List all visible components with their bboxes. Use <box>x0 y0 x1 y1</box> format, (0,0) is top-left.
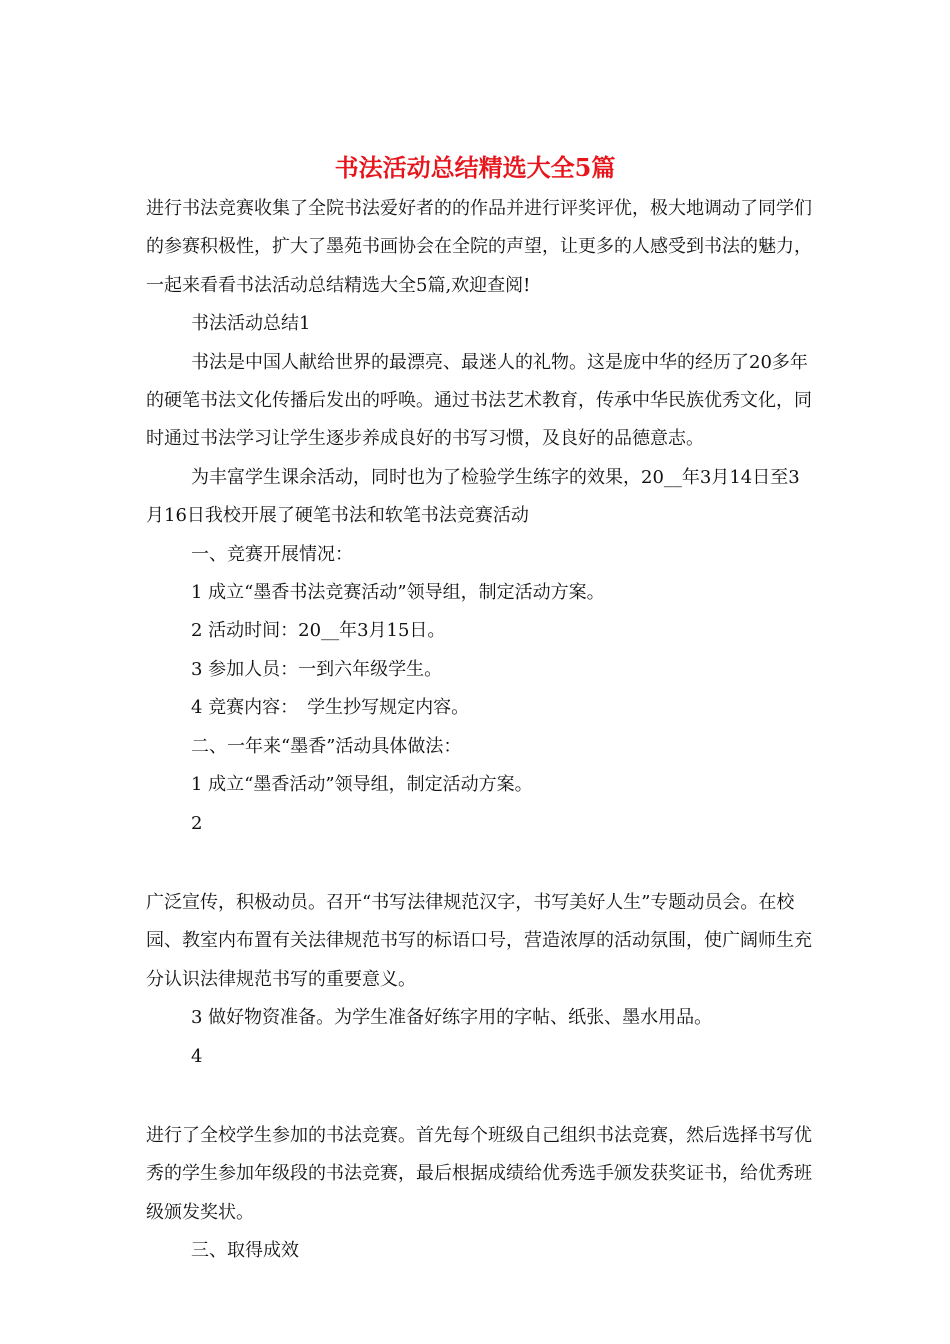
heading-3: 三、取得成效 <box>191 1240 299 1262</box>
list-item: 2 活动时间：20__年3月15日。 <box>191 620 446 642</box>
list-item-text: 广泛宣传，积极动员。召开“书写法律规范汉字，书写美好人生”专题动员会。在校园、教室内布置有关法律规范书写的标语口号，营造浓厚的活动氛围，使广阔师生充分认识法律规范书写的重要意义。 <box>146 891 812 990</box>
list-item-text: 进行了全校学生参加的书法竞赛。首先每个班级自己组织书法竞赛，然后选择书写优秀的学生参加年级段的书法竞赛，最后根据成绩给优秀选手颁发获奖证书，给优秀班级颁发奖状。 <box>146 1124 812 1223</box>
intro-paragraph: 进行书法竞赛收集了全院书法爱好者的的作品并进行评奖评优，极大地调动了同学们的参赛积极性，扩大了墨苑书画协会在全院的声望，让更多的人感受到书法的魅力，一起来看看书法活动总结精选大全5篇,欢迎查阅! <box>146 198 812 296</box>
list-item: 3 参加人员：一到六年级学生。 <box>191 658 443 680</box>
list-item-number: 4 <box>191 1045 203 1067</box>
list-item: 3 做好物资准备。为学生准备好练字用的字帖、纸张、墨水用品。 <box>191 1007 713 1029</box>
heading-1: 一、竞赛开展情况： <box>191 543 353 565</box>
list-item-number: 2 <box>191 812 203 834</box>
document-body <box>146 190 816 1271</box>
list-item: 1 成立“墨香书法竞赛活动”领导组，制定活动方案。 <box>191 582 605 604</box>
document-title: 书法活动总结精选大全5篇 <box>334 153 616 182</box>
paragraph-1: 书法是中国人献给世界的最漂亮、最迷人的礼物。这是庞中华的经历了20多年的硬笔书法文化传播后发出的呼唤。通过书法艺术教育，传承中华民族优秀文化，同时通过书法学习让学生逐步养成良好的书写习惯，及良好的品德意志。 <box>146 351 812 450</box>
heading-2: 二、一年来“墨香”活动具体做法： <box>191 735 462 757</box>
spacer <box>146 843 816 884</box>
list-item: 4 竞赛内容： 学生抄写规定内容。 <box>191 697 470 719</box>
paragraph-2: 为丰富学生课余活动，同时也为了检验学生练字的效果，20__年3月14日至3月16日我校开展了硬笔书法和软笔书法竞赛活动 <box>146 466 800 527</box>
spacer <box>146 1076 816 1117</box>
section-heading: 书法活动总结1 <box>191 313 311 335</box>
list-item: 1 成立“墨香活动”领导组，制定活动方案。 <box>191 774 533 796</box>
